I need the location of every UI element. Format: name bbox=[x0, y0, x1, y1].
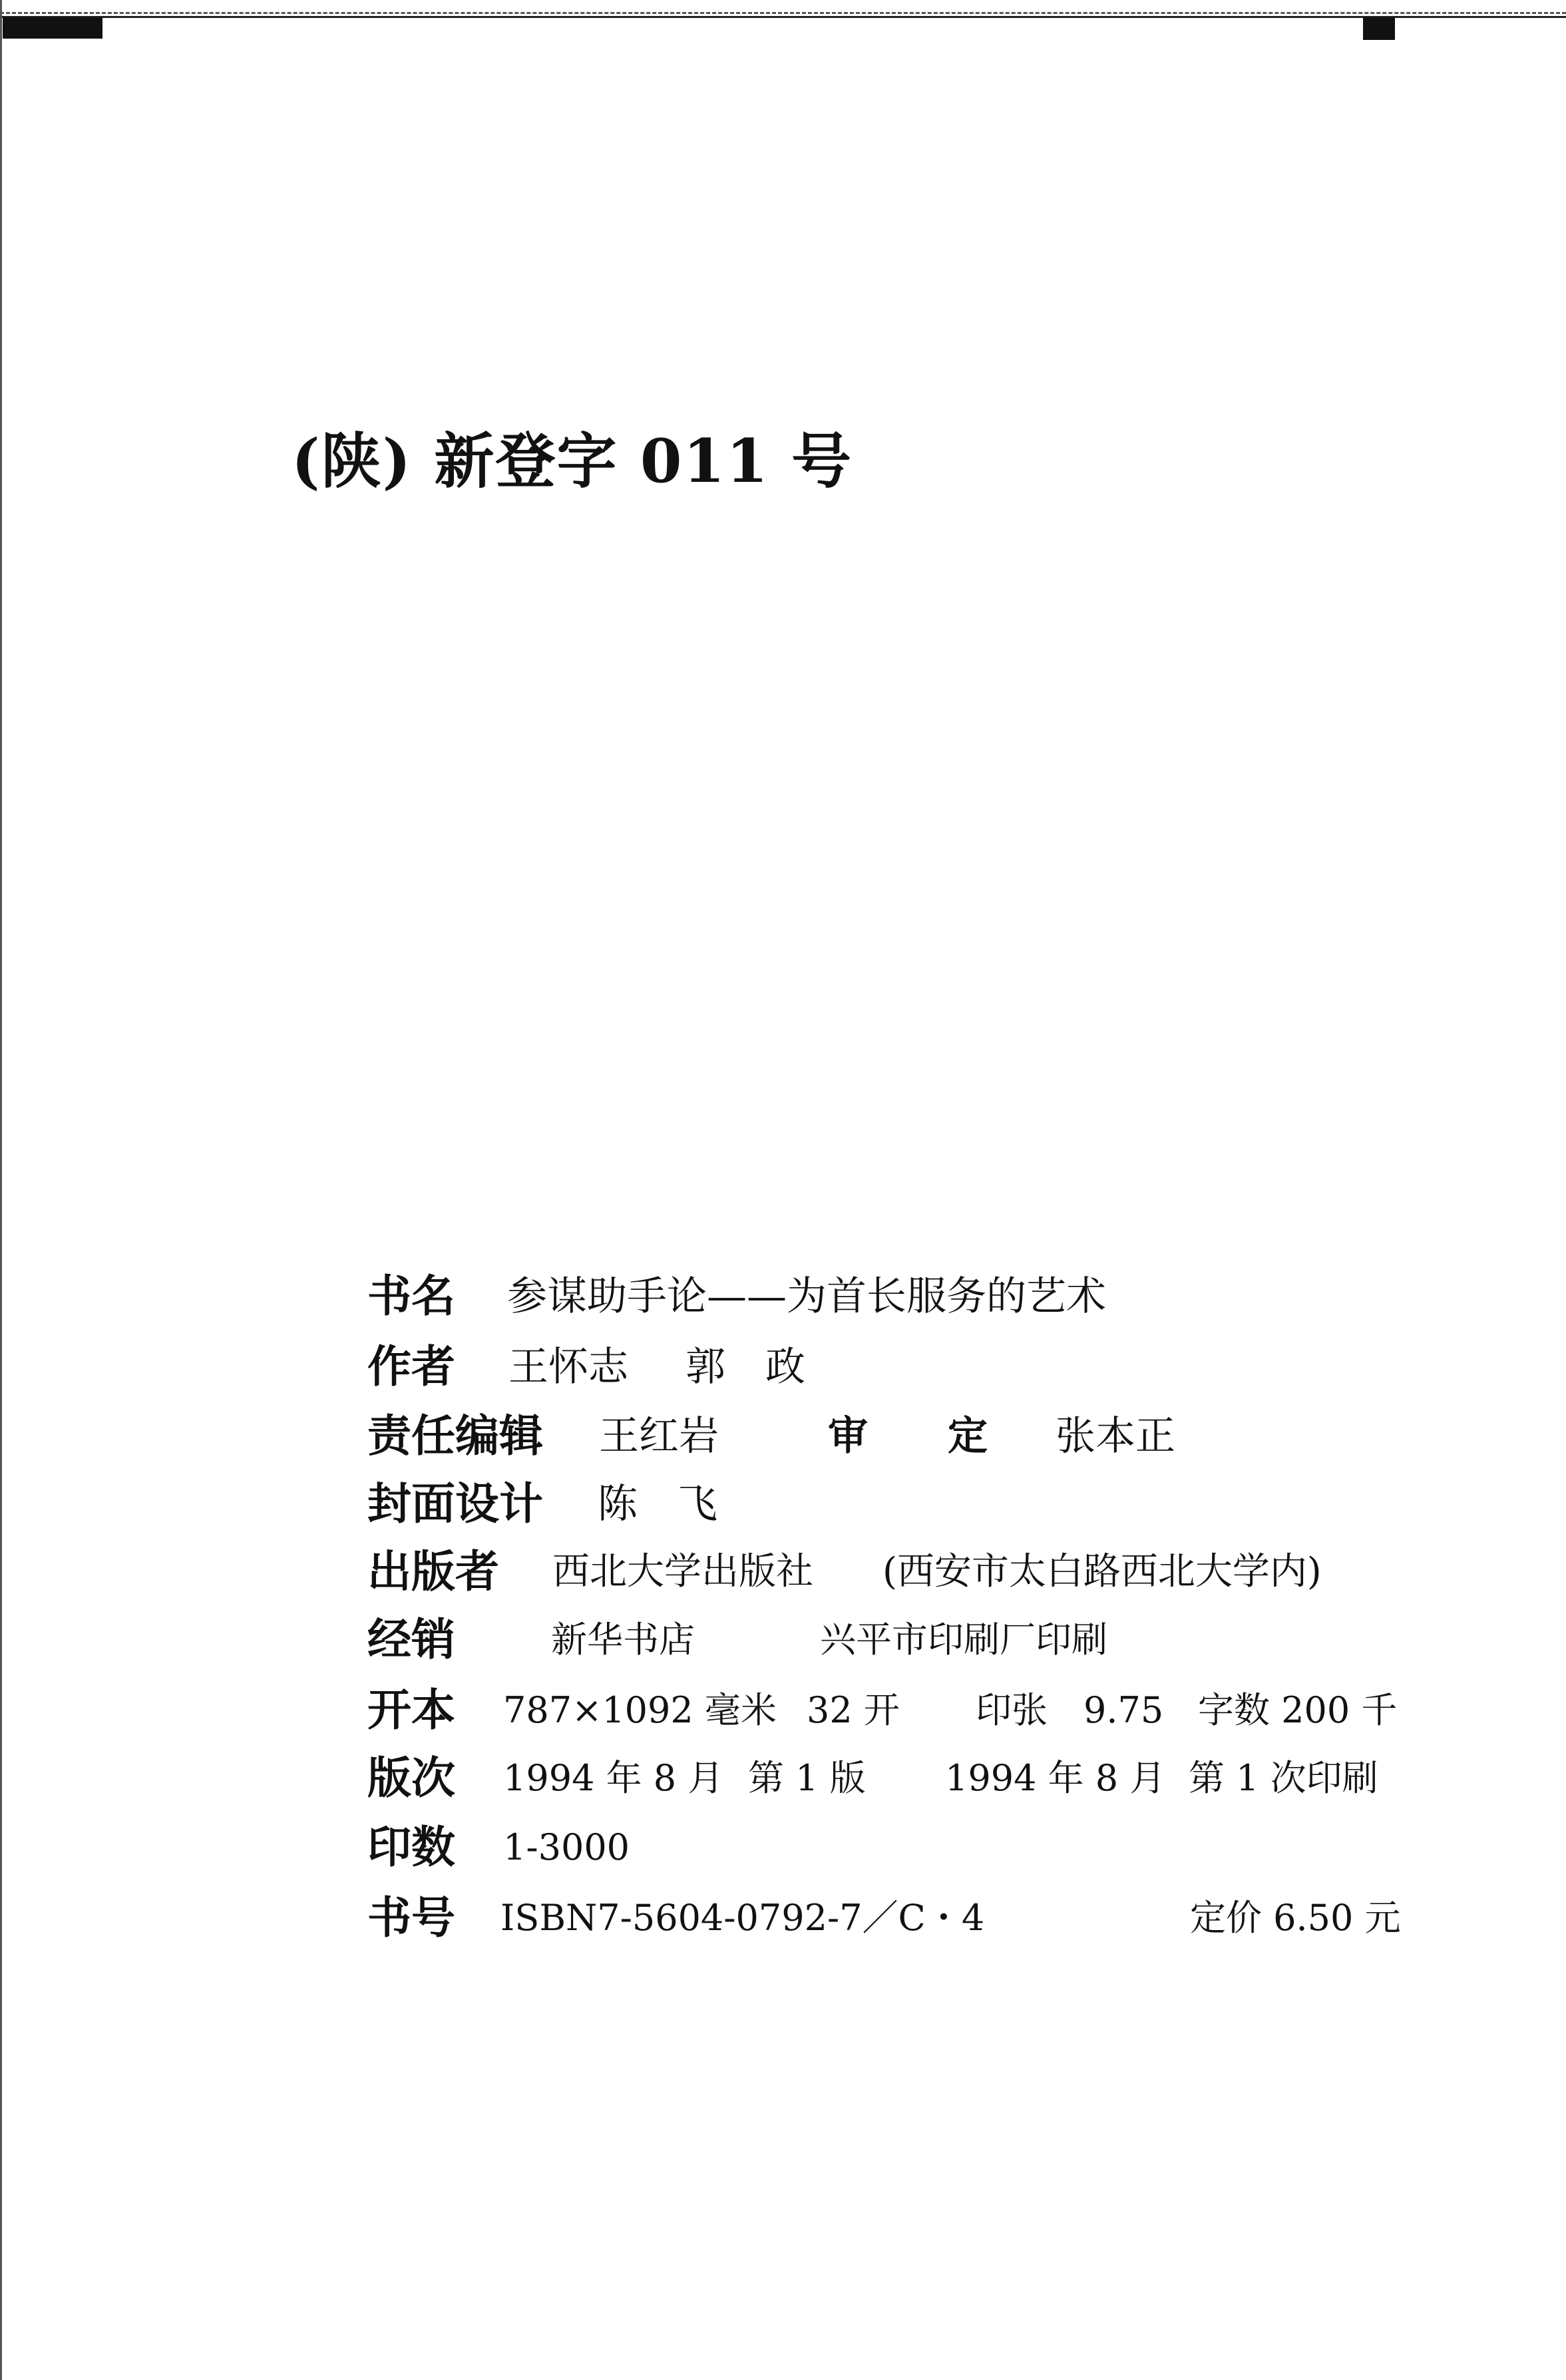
price: 定价 6.50 元 bbox=[1190, 1897, 1401, 1939]
print-run-value: 1-3000 bbox=[503, 1826, 630, 1868]
printer: 兴平市印刷厂印刷 bbox=[820, 1619, 1107, 1661]
registration-number: (陕) 新登字 011 号 bbox=[292, 426, 853, 496]
distributor: 新华书店 bbox=[551, 1619, 695, 1661]
reviewer-label: 审 定 bbox=[828, 1413, 988, 1460]
edition-label: 版次 bbox=[367, 1752, 455, 1804]
distribution-label: 经销 bbox=[367, 1614, 455, 1665]
authors-label: 作者 bbox=[367, 1341, 455, 1392]
edition-date: 1994 年 8 月 bbox=[503, 1757, 724, 1799]
publisher-label: 出版者 bbox=[367, 1546, 499, 1597]
reviewer-name: 张本正 bbox=[1056, 1413, 1175, 1460]
scan-mark-left bbox=[3, 17, 102, 39]
cover-design-label: 封面设计 bbox=[367, 1478, 543, 1529]
format-size: 787×1092 毫米 bbox=[503, 1689, 777, 1731]
word-count: 字数 200 千 bbox=[1198, 1689, 1398, 1731]
editor-label: 责任编辑 bbox=[367, 1410, 543, 1462]
scan-edge-left bbox=[0, 0, 2, 2380]
scan-edge-top bbox=[0, 16, 1566, 18]
scan-mark-right bbox=[1363, 17, 1395, 40]
edition-number: 第 1 版 bbox=[748, 1757, 866, 1799]
publisher-name: 西北大学出版社 bbox=[552, 1550, 813, 1593]
format-label: 开本 bbox=[367, 1685, 455, 1736]
print-number: 第 1 次印刷 bbox=[1189, 1757, 1378, 1799]
cover-designer-name: 陈 飞 bbox=[598, 1481, 717, 1527]
print-run-label: 印数 bbox=[367, 1822, 455, 1873]
book-name-value: 参谋助手论——为首长服务的艺术 bbox=[507, 1273, 1106, 1320]
isbn-value: ISBN7-5604-0792-7／C・4 bbox=[500, 1897, 985, 1939]
printed-sheets: 印张 9.75 bbox=[976, 1689, 1164, 1731]
isbn-label: 书号 bbox=[367, 1892, 455, 1943]
book-name-label: 书名 bbox=[367, 1271, 455, 1322]
author-name: 王怀志 bbox=[508, 1344, 628, 1390]
publisher-address: (西安市太白路西北大学内) bbox=[882, 1550, 1322, 1593]
scan-edge-dashes bbox=[0, 12, 1566, 14]
author-name: 郭 政 bbox=[685, 1344, 805, 1390]
format-fold: 32 开 bbox=[807, 1689, 900, 1731]
editor-name: 王红岩 bbox=[599, 1413, 719, 1460]
print-date: 1994 年 8 月 bbox=[945, 1757, 1166, 1799]
